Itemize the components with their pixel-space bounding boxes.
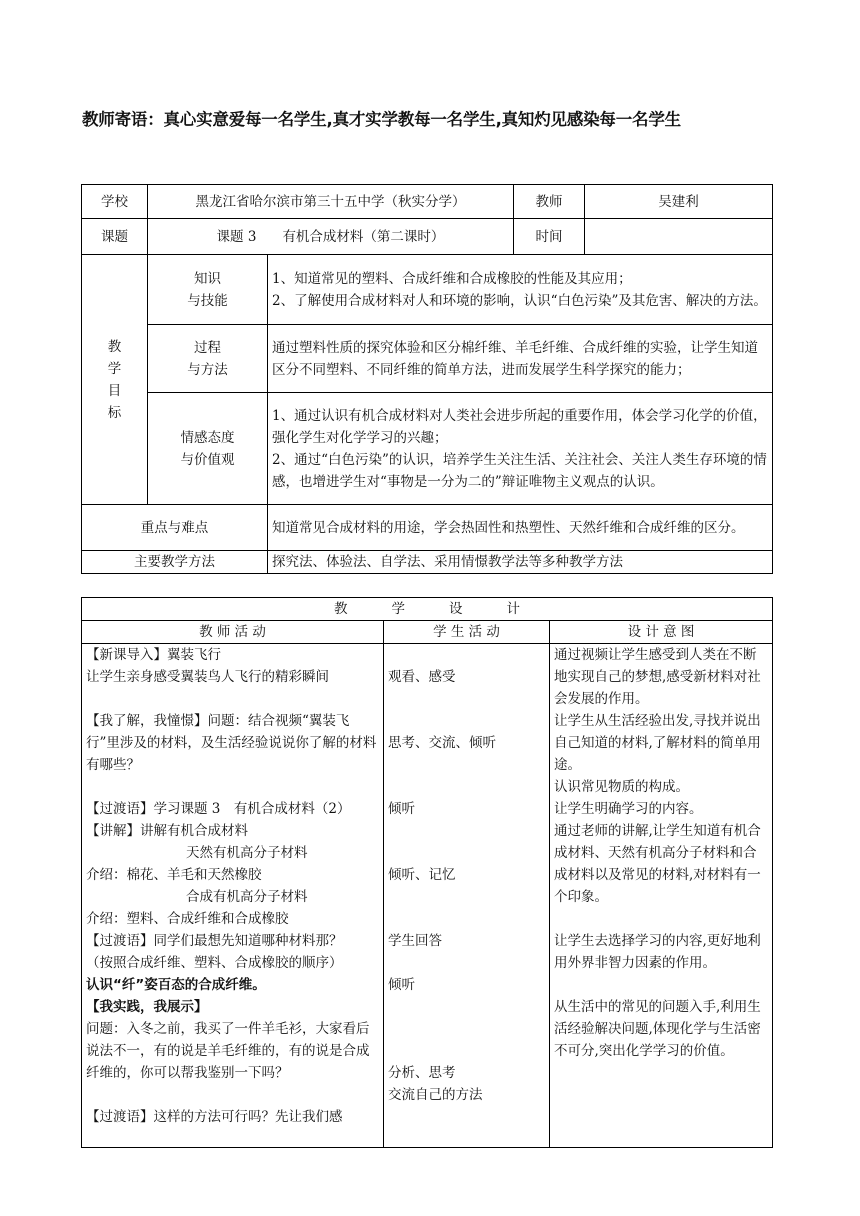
time-label: 时间 [514, 219, 585, 255]
design-title: 教 学 设 计 [82, 598, 773, 621]
process-label: 过程 与方法 [148, 325, 268, 393]
methods-text: 探究法、体验法、自学法、采用情憬教学法等多种教学方法 [268, 551, 773, 574]
time-value [585, 219, 773, 255]
methods-label: 主要教学方法 [82, 551, 268, 574]
teacher-label: 教师 [514, 185, 585, 219]
process-text: 通过塑料性质的探究体验和区分棉纤维、羊毛纤维、合成纤维的实验，让学生知道区分不同塑料、不同纤维的简单方法，进而发展学生科学探究的能力； [268, 325, 773, 393]
key-points-text: 知道常见合成材料的用途，学会热固性和热塑性、天然纤维和合成纤维的区分。 [268, 505, 773, 551]
lesson-info-table [81, 184, 773, 574]
topic-number: 课题 3 [216, 228, 257, 245]
design-intent-cell: 通过视频让学生感受到人类在不断地实现自己的梦想,感受新材料对社会发展的作用。 让学生从生活经验出发,寻找并说出自己知道的材料,了解材料的简单用途。 认识常见物质的构成。 让学生明确学习的内容。 通过老师的讲解,让学生知道有机合成材料、天然有机高分子材料和合成材料以及常见的材料,对材料有一个印象。 让学生去选择学习的内容,更好地利用外界非智力因素的作用。 从生活中的常见的问题入手,利用生活经验解决问题,体现化学与生活密不可分,突出化学学习的价值。 [550, 644, 773, 1148]
knowledge-label: 知识 与技能 [148, 255, 268, 325]
topic-title: 有机合成材料（第二课时） [282, 228, 445, 245]
knowledge-text: 1、知道常见的塑料、合成纤维和合成橡胶的性能及其应用； 2、了解使用合成材料对人和环境的影响，认识“白色污染”及其危害、解决的方法。 [268, 255, 773, 325]
emotion-label: 情感态度 与价值观 [148, 393, 268, 505]
col-teacher-activity: 教 师 活 动 [82, 621, 384, 644]
col-design-intent: 设 计 意 图 [550, 621, 773, 644]
goals-label: 教 学 目 标 [82, 255, 148, 505]
student-activity-cell: 观看、感受 思考、交流、倾听 倾听 倾听、记忆 学生回答 倾听 分析、思考 交流自己的方法 [384, 644, 550, 1148]
col-student-activity: 学 生 活 动 [384, 621, 550, 644]
topic-value [148, 219, 514, 255]
teacher-motto: 教师寄语：真心实意爱每一名学生,真才实学教每一名学生,真知灼见感染每一名学生 [82, 110, 681, 129]
teacher-value: 吴建利 [585, 185, 773, 219]
teaching-design-table [81, 597, 773, 1148]
emotion-text: 1、通过认识有机合成材料对人类社会进步所起的重要作用，体会学习化学的价值，强化学生对化学学习的兴趣； 2、通过“白色污染”的认识，培养学生关注生活、关注社会、关注人类生存环境的情感，也增进学生对“事物是一分为二的”辩证唯物主义观点的认识。 [268, 393, 773, 505]
key-points-label: 重点与难点 [82, 505, 268, 551]
school-label: 学校 [82, 185, 148, 219]
school-value: 黑龙江省哈尔滨市第三十五中学（秋实分学） [148, 185, 514, 219]
teacher-activity-cell: 【新课导入】翼装飞行 让学生亲身感受翼装鸟人飞行的精彩瞬间 【我了解，我憧憬】问题：结合视频“翼装飞行”里涉及的材料，及生活经验说说你了解的材料有哪些？ 【过渡语】学习课题 3 有机合成材料（2） 【讲解】讲解有机合成材料 天然有机高分子材料 介绍：棉花、羊毛和天然橡胶 合成有机高分子材料 介绍：塑料、合成纤维和合成橡胶 【过渡语】同学们最想先知道哪种材料那？ （按照合成纤维、塑料、合成橡胶的顺序） 认识“纤”姿百态的合成纤维。 【我实践，我展示】 问题：入冬之前，我买了一件羊毛衫，大家看后说法不一，有的说是羊毛纤维的，有的说是合成纤维的，你可以帮我鉴别一下吗？ 【过渡语】这样的方法可行吗？先让我们感 [82, 644, 384, 1148]
topic-label: 课题 [82, 219, 148, 255]
